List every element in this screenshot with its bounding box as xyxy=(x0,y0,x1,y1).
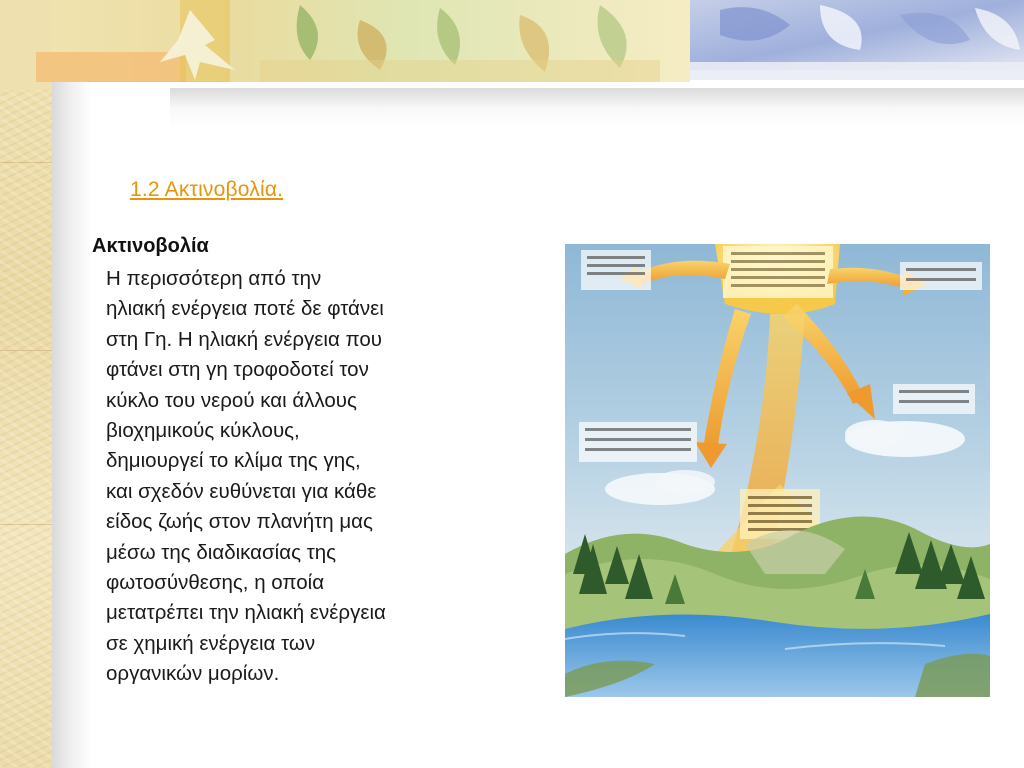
solar-energy-diagram xyxy=(565,244,990,697)
top-shadow xyxy=(170,88,1024,128)
left-shadow xyxy=(52,0,92,768)
decorative-top-banner xyxy=(0,0,1024,90)
body-paragraph: Η περισσότερη από την ηλιακή ενέργεια ποτέ δε φτάνει στη Γη. Η ηλιακή ενέργεια που φτάνει στη γη τροφοδοτεί τον κύκλο του νερού και άλλους βιοχημικούς κύκλους, δημιουργεί το κλίμα της γης, και σχεδόν ευθύνεται για κάθε είδος ζωής στον πλανήτη μας μέσω της διαδικασίας της φωτοσύνθεσης, η οποία μετατρέπει την ηλιακή ενέργεια σε χημική ενέργεια των οργανικών μορίων. xyxy=(106,267,386,686)
section-title: Ακτινοβολία xyxy=(92,235,209,257)
slide-heading[interactable]: 1.2 Ακτινοβολία. xyxy=(130,178,284,201)
decorative-left-strip xyxy=(0,0,52,768)
